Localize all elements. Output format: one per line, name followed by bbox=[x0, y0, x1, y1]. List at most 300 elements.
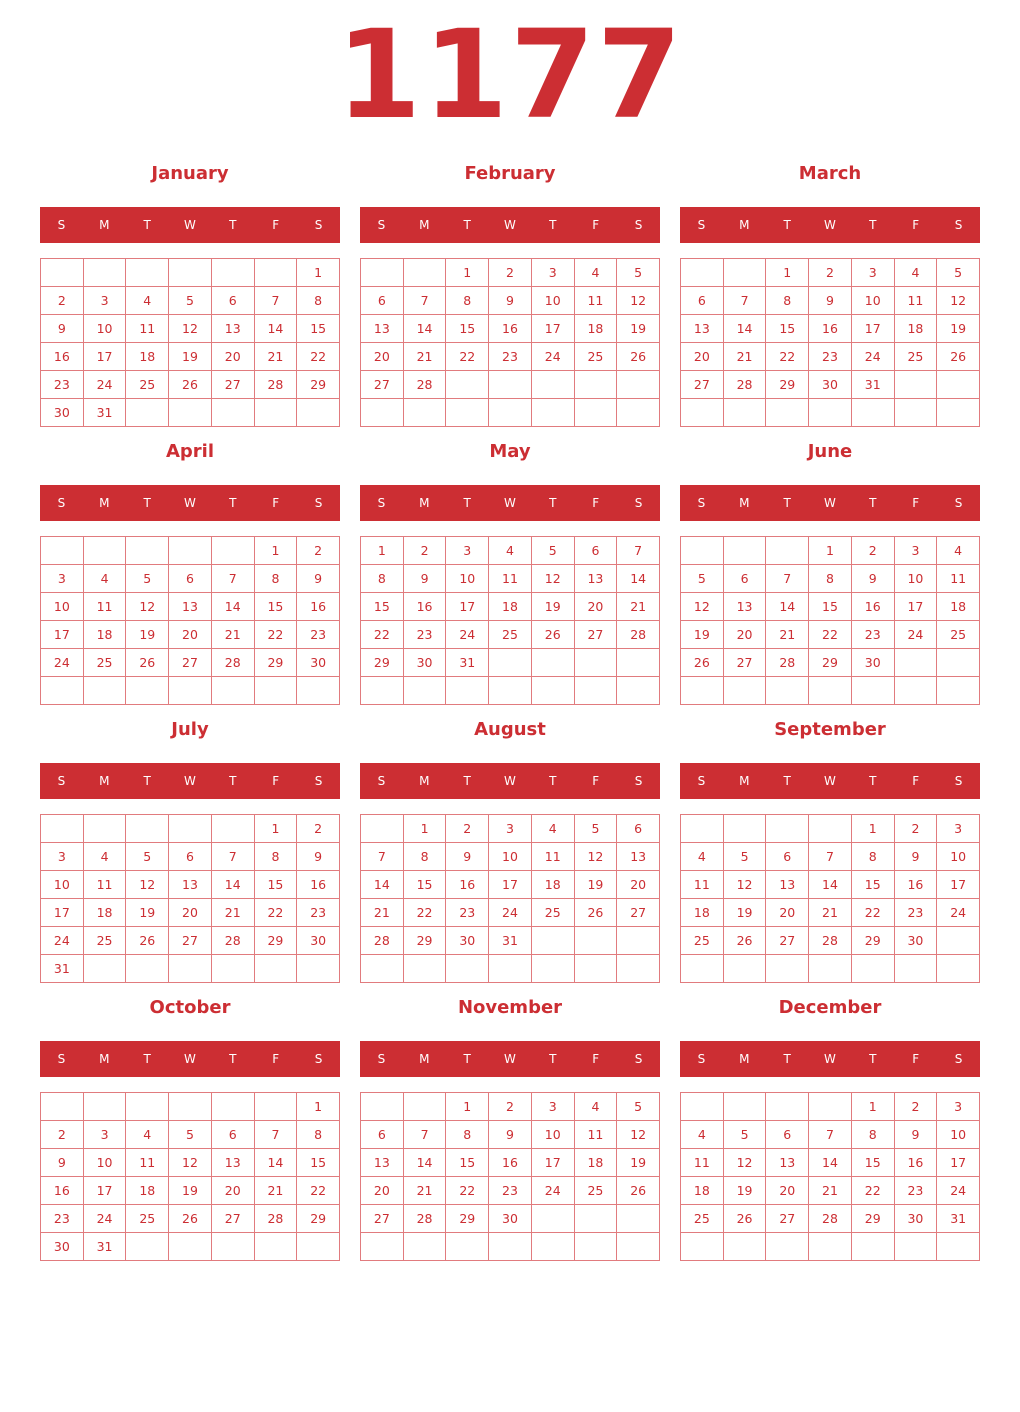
day-cell: 7 bbox=[212, 843, 255, 871]
day-cell: 31 bbox=[446, 649, 489, 677]
day-cell: 17 bbox=[532, 1149, 575, 1177]
day-cell: 11 bbox=[575, 1121, 618, 1149]
weekday-label: S bbox=[954, 496, 963, 510]
day-cell: 8 bbox=[255, 843, 298, 871]
day-cell: 20 bbox=[724, 621, 767, 649]
day-cell bbox=[255, 399, 298, 427]
weekday-label: T bbox=[549, 496, 557, 510]
day-cell: 27 bbox=[361, 371, 404, 399]
day-cell: 9 bbox=[852, 565, 895, 593]
weekday-label: S bbox=[634, 774, 643, 788]
day-cell: 7 bbox=[255, 1121, 298, 1149]
year-title: 1177 bbox=[336, 4, 684, 146]
day-cell: 28 bbox=[212, 649, 255, 677]
day-cell: 17 bbox=[41, 621, 84, 649]
day-cell: 14 bbox=[361, 871, 404, 899]
day-cell: 4 bbox=[126, 287, 169, 315]
day-cell: 3 bbox=[84, 287, 127, 315]
day-cell: 1 bbox=[446, 1093, 489, 1121]
day-cell: 26 bbox=[126, 649, 169, 677]
day-cell: 14 bbox=[809, 871, 852, 899]
day-cell: 17 bbox=[84, 1177, 127, 1205]
weekday-label: S bbox=[57, 774, 66, 788]
day-cell: 21 bbox=[212, 621, 255, 649]
weekday-label: M bbox=[99, 1052, 110, 1066]
day-cell bbox=[532, 1233, 575, 1261]
day-cell bbox=[937, 955, 980, 983]
day-cell: 10 bbox=[895, 565, 938, 593]
day-cell: 4 bbox=[84, 565, 127, 593]
day-cell: 8 bbox=[809, 565, 852, 593]
weekday-label: T bbox=[463, 1052, 471, 1066]
weekday-label: S bbox=[377, 774, 386, 788]
weekday-header bbox=[40, 485, 340, 521]
day-cell: 23 bbox=[852, 621, 895, 649]
day-cell: 13 bbox=[212, 1149, 255, 1177]
day-cell: 4 bbox=[681, 843, 724, 871]
day-cell bbox=[617, 955, 660, 983]
day-cell bbox=[681, 815, 724, 843]
day-cell: 8 bbox=[297, 1121, 340, 1149]
day-cell: 5 bbox=[937, 259, 980, 287]
day-cell bbox=[895, 955, 938, 983]
weekday-label: T bbox=[143, 496, 151, 510]
month-march bbox=[680, 150, 980, 420]
day-cell: 11 bbox=[575, 287, 618, 315]
day-cell bbox=[895, 649, 938, 677]
month-june bbox=[680, 428, 980, 698]
day-cell bbox=[937, 677, 980, 705]
day-cell: 1 bbox=[852, 815, 895, 843]
day-cell: 5 bbox=[169, 1121, 212, 1149]
day-cell: 24 bbox=[446, 621, 489, 649]
weekday-label: W bbox=[184, 218, 196, 232]
day-cell: 18 bbox=[532, 871, 575, 899]
day-cell: 1 bbox=[255, 537, 298, 565]
day-cell bbox=[617, 927, 660, 955]
day-cell: 5 bbox=[724, 1121, 767, 1149]
day-cell: 12 bbox=[126, 871, 169, 899]
day-cell bbox=[617, 649, 660, 677]
day-cell: 16 bbox=[41, 343, 84, 371]
day-cell: 30 bbox=[809, 371, 852, 399]
day-cell: 4 bbox=[489, 537, 532, 565]
day-cell: 12 bbox=[169, 1149, 212, 1177]
day-cell: 4 bbox=[575, 1093, 618, 1121]
day-cell: 10 bbox=[937, 1121, 980, 1149]
day-cell: 2 bbox=[404, 537, 447, 565]
day-cell bbox=[255, 259, 298, 287]
weekday-label: T bbox=[143, 1052, 151, 1066]
day-cell: 12 bbox=[724, 871, 767, 899]
day-cell: 8 bbox=[361, 565, 404, 593]
weekday-label: W bbox=[824, 774, 836, 788]
day-cell: 8 bbox=[446, 287, 489, 315]
weekday-label: S bbox=[314, 496, 323, 510]
day-cell bbox=[212, 537, 255, 565]
day-cell: 13 bbox=[212, 315, 255, 343]
day-grid bbox=[680, 814, 980, 983]
day-cell: 22 bbox=[852, 1177, 895, 1205]
day-grid bbox=[360, 1092, 660, 1261]
day-cell: 24 bbox=[895, 621, 938, 649]
day-cell: 13 bbox=[169, 593, 212, 621]
day-cell bbox=[575, 677, 618, 705]
month-october bbox=[40, 984, 340, 1254]
day-cell: 16 bbox=[852, 593, 895, 621]
day-cell: 1 bbox=[404, 815, 447, 843]
day-cell bbox=[681, 399, 724, 427]
day-cell: 2 bbox=[41, 1121, 84, 1149]
day-cell: 7 bbox=[809, 843, 852, 871]
weekday-label: T bbox=[869, 496, 877, 510]
day-cell bbox=[532, 649, 575, 677]
day-cell bbox=[126, 259, 169, 287]
day-cell bbox=[404, 399, 447, 427]
day-cell: 27 bbox=[361, 1205, 404, 1233]
day-cell bbox=[41, 815, 84, 843]
day-cell bbox=[766, 1093, 809, 1121]
day-cell bbox=[361, 259, 404, 287]
weekday-label: F bbox=[592, 1052, 600, 1066]
weekday-label: M bbox=[739, 774, 750, 788]
day-cell: 1 bbox=[297, 1093, 340, 1121]
day-cell: 20 bbox=[169, 899, 212, 927]
day-cell: 27 bbox=[575, 621, 618, 649]
day-cell bbox=[937, 1233, 980, 1261]
day-cell: 5 bbox=[617, 1093, 660, 1121]
month-name: February bbox=[464, 163, 556, 184]
day-cell bbox=[724, 1233, 767, 1261]
day-cell: 15 bbox=[404, 871, 447, 899]
weekday-label: T bbox=[783, 774, 791, 788]
day-cell: 22 bbox=[809, 621, 852, 649]
day-cell: 5 bbox=[681, 565, 724, 593]
day-cell bbox=[937, 371, 980, 399]
day-cell: 3 bbox=[489, 815, 532, 843]
day-cell bbox=[724, 955, 767, 983]
day-cell bbox=[766, 955, 809, 983]
day-cell: 13 bbox=[766, 871, 809, 899]
month-january bbox=[40, 150, 340, 420]
day-cell bbox=[575, 1205, 618, 1233]
month-name: July bbox=[171, 719, 209, 740]
day-cell: 6 bbox=[575, 537, 618, 565]
month-name: October bbox=[149, 997, 231, 1018]
day-cell: 22 bbox=[297, 1177, 340, 1205]
day-cell: 6 bbox=[212, 287, 255, 315]
day-cell: 26 bbox=[617, 343, 660, 371]
day-cell bbox=[852, 677, 895, 705]
weekday-header bbox=[680, 485, 980, 521]
day-cell bbox=[766, 399, 809, 427]
day-cell: 16 bbox=[489, 315, 532, 343]
day-cell: 19 bbox=[681, 621, 724, 649]
day-cell: 25 bbox=[895, 343, 938, 371]
weekday-label: T bbox=[143, 218, 151, 232]
weekday-label: W bbox=[504, 496, 516, 510]
day-cell: 28 bbox=[617, 621, 660, 649]
day-cell: 14 bbox=[766, 593, 809, 621]
day-cell: 3 bbox=[937, 1093, 980, 1121]
day-cell bbox=[489, 399, 532, 427]
day-cell: 25 bbox=[126, 371, 169, 399]
day-cell: 1 bbox=[852, 1093, 895, 1121]
weekday-label: S bbox=[697, 1052, 706, 1066]
day-cell: 7 bbox=[809, 1121, 852, 1149]
day-cell: 13 bbox=[681, 315, 724, 343]
day-cell bbox=[446, 1233, 489, 1261]
day-cell: 23 bbox=[489, 343, 532, 371]
day-cell bbox=[617, 399, 660, 427]
day-cell bbox=[84, 955, 127, 983]
month-name: April bbox=[165, 441, 215, 462]
day-cell bbox=[84, 1093, 127, 1121]
day-cell: 15 bbox=[297, 1149, 340, 1177]
day-cell: 19 bbox=[575, 871, 618, 899]
day-cell: 2 bbox=[297, 537, 340, 565]
day-cell: 25 bbox=[575, 1177, 618, 1205]
day-cell: 28 bbox=[404, 1205, 447, 1233]
day-cell bbox=[297, 955, 340, 983]
day-cell: 22 bbox=[361, 621, 404, 649]
day-cell: 25 bbox=[937, 621, 980, 649]
day-cell: 2 bbox=[297, 815, 340, 843]
day-cell bbox=[446, 677, 489, 705]
day-cell: 9 bbox=[446, 843, 489, 871]
day-cell bbox=[895, 677, 938, 705]
weekday-header bbox=[40, 763, 340, 799]
day-cell: 1 bbox=[255, 815, 298, 843]
day-cell: 23 bbox=[489, 1177, 532, 1205]
day-cell: 31 bbox=[84, 399, 127, 427]
month-name: January bbox=[151, 163, 229, 184]
day-cell: 19 bbox=[532, 593, 575, 621]
day-cell bbox=[212, 1233, 255, 1261]
day-cell: 13 bbox=[361, 1149, 404, 1177]
day-cell bbox=[681, 1233, 724, 1261]
day-cell: 27 bbox=[169, 649, 212, 677]
day-cell bbox=[84, 815, 127, 843]
day-cell: 11 bbox=[681, 1149, 724, 1177]
day-cell: 13 bbox=[766, 1149, 809, 1177]
day-cell: 6 bbox=[169, 565, 212, 593]
day-cell bbox=[41, 677, 84, 705]
day-cell: 10 bbox=[446, 565, 489, 593]
weekday-label: S bbox=[377, 218, 386, 232]
day-cell: 16 bbox=[404, 593, 447, 621]
day-cell: 17 bbox=[937, 1149, 980, 1177]
day-cell bbox=[212, 815, 255, 843]
day-cell: 24 bbox=[532, 1177, 575, 1205]
day-grid bbox=[680, 1092, 980, 1261]
day-cell: 12 bbox=[617, 1121, 660, 1149]
day-cell: 31 bbox=[84, 1233, 127, 1261]
weekday-label: S bbox=[314, 774, 323, 788]
day-cell bbox=[681, 537, 724, 565]
day-cell: 30 bbox=[895, 927, 938, 955]
day-cell bbox=[681, 955, 724, 983]
day-cell: 20 bbox=[212, 343, 255, 371]
day-cell bbox=[809, 815, 852, 843]
day-cell bbox=[212, 399, 255, 427]
day-cell bbox=[937, 649, 980, 677]
day-cell: 25 bbox=[84, 649, 127, 677]
day-cell: 13 bbox=[617, 843, 660, 871]
day-cell: 23 bbox=[895, 1177, 938, 1205]
day-cell: 12 bbox=[169, 315, 212, 343]
day-cell: 22 bbox=[404, 899, 447, 927]
day-cell: 1 bbox=[297, 259, 340, 287]
month-name: March bbox=[798, 163, 862, 184]
day-cell: 14 bbox=[255, 1149, 298, 1177]
day-cell: 24 bbox=[41, 649, 84, 677]
day-cell: 8 bbox=[852, 1121, 895, 1149]
day-cell: 9 bbox=[297, 565, 340, 593]
day-cell: 24 bbox=[489, 899, 532, 927]
weekday-label: W bbox=[824, 496, 836, 510]
day-cell bbox=[404, 1093, 447, 1121]
day-cell bbox=[895, 1233, 938, 1261]
weekday-label: F bbox=[272, 218, 280, 232]
day-cell: 6 bbox=[724, 565, 767, 593]
day-cell: 7 bbox=[361, 843, 404, 871]
weekday-label: T bbox=[549, 218, 557, 232]
day-cell: 17 bbox=[852, 315, 895, 343]
day-cell: 26 bbox=[724, 927, 767, 955]
day-cell: 9 bbox=[809, 287, 852, 315]
day-cell bbox=[724, 537, 767, 565]
weekday-label: M bbox=[99, 774, 110, 788]
day-cell bbox=[489, 1233, 532, 1261]
day-cell bbox=[169, 1233, 212, 1261]
day-cell bbox=[681, 259, 724, 287]
month-february bbox=[360, 150, 660, 420]
weekday-label: S bbox=[377, 1052, 386, 1066]
day-cell bbox=[255, 1093, 298, 1121]
day-cell: 30 bbox=[404, 649, 447, 677]
day-cell: 22 bbox=[255, 621, 298, 649]
weekday-label: S bbox=[314, 1052, 323, 1066]
day-cell: 19 bbox=[126, 621, 169, 649]
day-cell: 7 bbox=[617, 537, 660, 565]
day-cell: 3 bbox=[937, 815, 980, 843]
day-cell: 30 bbox=[41, 399, 84, 427]
day-cell: 25 bbox=[681, 1205, 724, 1233]
weekday-label: S bbox=[634, 218, 643, 232]
day-cell bbox=[41, 537, 84, 565]
day-cell: 12 bbox=[937, 287, 980, 315]
day-cell: 11 bbox=[532, 843, 575, 871]
day-cell: 21 bbox=[255, 1177, 298, 1205]
day-cell: 18 bbox=[126, 343, 169, 371]
weekday-label: F bbox=[912, 496, 920, 510]
day-cell: 29 bbox=[361, 649, 404, 677]
day-cell: 14 bbox=[617, 565, 660, 593]
day-cell: 30 bbox=[852, 649, 895, 677]
weekday-label: S bbox=[57, 1052, 66, 1066]
day-cell: 17 bbox=[532, 315, 575, 343]
months-grid bbox=[40, 150, 980, 1254]
day-cell: 19 bbox=[617, 1149, 660, 1177]
day-cell bbox=[724, 1093, 767, 1121]
day-cell: 15 bbox=[446, 315, 489, 343]
day-grid bbox=[40, 1092, 340, 1261]
day-cell: 8 bbox=[852, 843, 895, 871]
day-cell: 7 bbox=[255, 287, 298, 315]
day-cell: 29 bbox=[297, 371, 340, 399]
day-cell: 19 bbox=[169, 343, 212, 371]
day-cell: 4 bbox=[84, 843, 127, 871]
day-cell: 23 bbox=[404, 621, 447, 649]
weekday-label: W bbox=[184, 496, 196, 510]
weekday-label: F bbox=[592, 496, 600, 510]
day-grid bbox=[360, 258, 660, 427]
day-cell: 14 bbox=[212, 593, 255, 621]
weekday-label: S bbox=[377, 496, 386, 510]
day-cell bbox=[84, 259, 127, 287]
day-cell: 7 bbox=[724, 287, 767, 315]
day-cell: 28 bbox=[255, 371, 298, 399]
day-cell: 11 bbox=[126, 315, 169, 343]
day-cell bbox=[489, 371, 532, 399]
weekday-label: F bbox=[912, 774, 920, 788]
day-cell: 19 bbox=[126, 899, 169, 927]
day-cell bbox=[617, 677, 660, 705]
day-cell bbox=[41, 1093, 84, 1121]
month-name: June bbox=[807, 441, 853, 462]
weekday-label: T bbox=[463, 774, 471, 788]
day-cell bbox=[766, 677, 809, 705]
day-cell bbox=[126, 1093, 169, 1121]
weekday-label: M bbox=[739, 1052, 750, 1066]
day-cell bbox=[255, 1233, 298, 1261]
day-cell: 27 bbox=[212, 371, 255, 399]
day-cell bbox=[361, 1093, 404, 1121]
day-cell bbox=[126, 399, 169, 427]
day-cell bbox=[617, 1205, 660, 1233]
day-cell: 11 bbox=[937, 565, 980, 593]
day-cell bbox=[446, 955, 489, 983]
day-cell bbox=[404, 955, 447, 983]
day-cell: 18 bbox=[575, 1149, 618, 1177]
day-cell: 6 bbox=[212, 1121, 255, 1149]
day-cell: 19 bbox=[169, 1177, 212, 1205]
day-cell: 3 bbox=[41, 565, 84, 593]
weekday-label: T bbox=[229, 218, 237, 232]
day-cell bbox=[681, 677, 724, 705]
day-cell: 17 bbox=[895, 593, 938, 621]
day-cell: 11 bbox=[489, 565, 532, 593]
day-cell bbox=[937, 399, 980, 427]
day-cell bbox=[809, 955, 852, 983]
day-cell: 20 bbox=[766, 1177, 809, 1205]
day-cell: 24 bbox=[84, 371, 127, 399]
day-cell: 15 bbox=[297, 315, 340, 343]
day-cell: 23 bbox=[41, 1205, 84, 1233]
month-november bbox=[360, 984, 660, 1254]
weekday-label: M bbox=[419, 774, 430, 788]
day-cell bbox=[169, 1093, 212, 1121]
day-cell: 31 bbox=[937, 1205, 980, 1233]
day-cell: 18 bbox=[895, 315, 938, 343]
day-cell: 4 bbox=[681, 1121, 724, 1149]
weekday-label: S bbox=[697, 774, 706, 788]
day-cell bbox=[212, 677, 255, 705]
month-december bbox=[680, 984, 980, 1254]
day-cell: 13 bbox=[724, 593, 767, 621]
weekday-header bbox=[680, 763, 980, 799]
